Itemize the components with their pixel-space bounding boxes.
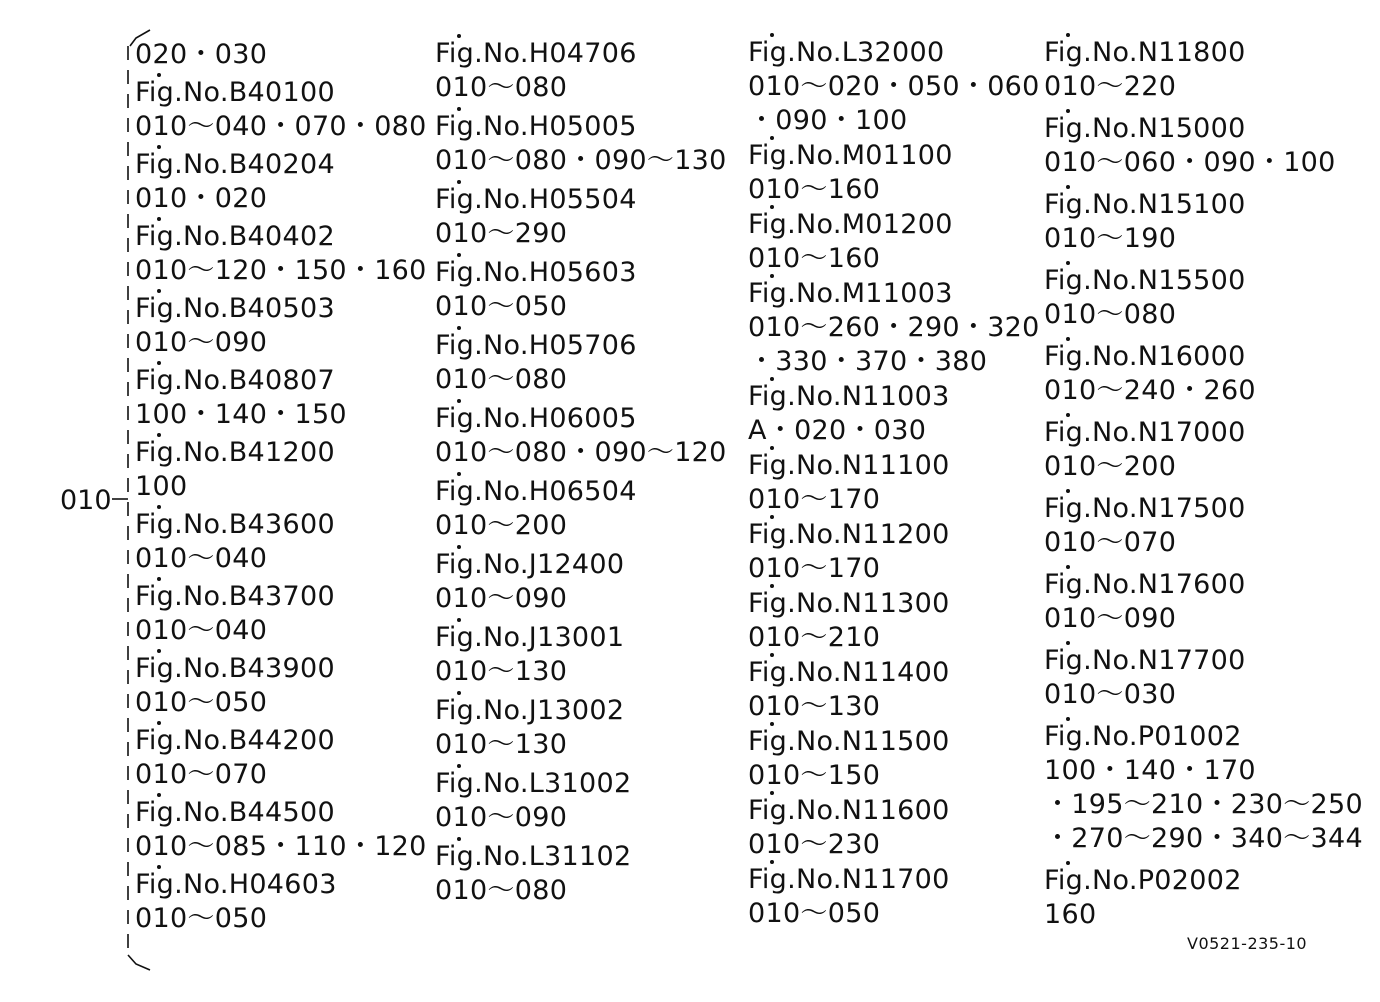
fig-number: Fig.No.B43600 bbox=[135, 508, 427, 542]
fig-entry bbox=[748, 277, 1040, 379]
fig-entry bbox=[135, 580, 427, 648]
fig-number: Fig.No.B40503 bbox=[135, 292, 427, 326]
part-range: 010～170 bbox=[748, 484, 881, 515]
part-range: 010～080・090～130 bbox=[435, 145, 727, 176]
part-range: ・195～210・230～250 bbox=[1044, 789, 1363, 820]
part-range: 010～220 bbox=[1044, 71, 1177, 102]
part-range: 010～230 bbox=[748, 829, 881, 860]
fig-entry bbox=[1044, 112, 1363, 180]
fig-number: Fig.No.N15100 bbox=[1044, 188, 1363, 222]
part-range: 010～060・090・100 bbox=[1044, 147, 1336, 178]
part-range: 010・020 bbox=[135, 183, 268, 214]
part-range: 010～240・260 bbox=[1044, 375, 1256, 406]
fig-number: Fig.No.J13001 bbox=[435, 621, 727, 655]
part-range: 020・030 bbox=[135, 39, 268, 70]
part-range: 010～080 bbox=[435, 364, 568, 395]
fig-entry bbox=[1044, 568, 1363, 636]
fig-entry bbox=[135, 364, 427, 432]
fig-number: Fig.No.B43700 bbox=[135, 580, 427, 614]
fig-number: Fig.No.N11500 bbox=[748, 725, 1040, 759]
part-range: 010～080 bbox=[1044, 299, 1177, 330]
fig-number: Fig.No.N17500 bbox=[1044, 492, 1363, 526]
fig-entry bbox=[135, 220, 427, 288]
fig-entry bbox=[1044, 188, 1363, 256]
fig-number: Fig.No.B43900 bbox=[135, 652, 427, 686]
fig-number: Fig.No.L31102 bbox=[435, 840, 727, 874]
fig-entry bbox=[748, 380, 1040, 448]
fig-entry bbox=[1044, 416, 1363, 484]
fig-number: Fig.No.N17600 bbox=[1044, 568, 1363, 602]
fig-number: Fig.No.N17000 bbox=[1044, 416, 1363, 450]
part-range: 100・140・150 bbox=[135, 399, 347, 430]
fig-entry bbox=[748, 863, 1040, 931]
part-range: 010～040・070・080 bbox=[135, 111, 427, 142]
part-range: 010～080 bbox=[435, 875, 568, 906]
fig-entry bbox=[435, 256, 727, 324]
part-range: 100・140・170 bbox=[1044, 755, 1256, 786]
part-range: 010～030 bbox=[1044, 679, 1177, 710]
fig-entry bbox=[1044, 864, 1363, 932]
fig-number: Fig.No.M01100 bbox=[748, 139, 1040, 173]
fig-entry bbox=[748, 208, 1040, 276]
fig-entry bbox=[435, 110, 727, 178]
fig-number: Fig.No.M11003 bbox=[748, 277, 1040, 311]
fig-entry bbox=[748, 518, 1040, 586]
part-range: 010～160 bbox=[748, 174, 881, 205]
part-range: 010～160 bbox=[748, 243, 881, 274]
fig-number: Fig.No.H04706 bbox=[435, 37, 727, 71]
part-range: ・270～290・340～344 bbox=[1044, 823, 1363, 854]
column-4 bbox=[1044, 36, 1363, 940]
part-range: 160 bbox=[1044, 899, 1097, 930]
fig-number: Fig.No.B40807 bbox=[135, 364, 427, 398]
part-range: 010～210 bbox=[748, 622, 881, 653]
fig-entry bbox=[1044, 264, 1363, 332]
part-range: 010～090 bbox=[1044, 603, 1177, 634]
part-range: 010～130 bbox=[435, 729, 568, 760]
part-range: 010～200 bbox=[435, 510, 568, 541]
fig-number: Fig.No.N15000 bbox=[1044, 112, 1363, 146]
column-3 bbox=[748, 36, 1040, 932]
part-range: 010～190 bbox=[1044, 223, 1177, 254]
fig-number: Fig.No.N11100 bbox=[748, 449, 1040, 483]
fig-number: Fig.No.N17700 bbox=[1044, 644, 1363, 678]
part-range: 010～080 bbox=[435, 72, 568, 103]
fig-entry bbox=[135, 436, 427, 504]
fig-number: Fig.No.H06005 bbox=[435, 402, 727, 436]
fig-number: Fig.No.B40204 bbox=[135, 148, 427, 182]
fig-number: Fig.No.L31002 bbox=[435, 767, 727, 801]
fig-number: Fig.No.H04603 bbox=[135, 868, 427, 902]
fig-entry bbox=[435, 621, 727, 689]
part-range: 010～050 bbox=[748, 898, 881, 929]
fig-entry bbox=[748, 449, 1040, 517]
fig-entry bbox=[435, 329, 727, 397]
part-range: 010～200 bbox=[1044, 451, 1177, 482]
fig-entry bbox=[435, 694, 727, 762]
fig-entry bbox=[1044, 340, 1363, 408]
part-range: 010～050 bbox=[135, 687, 268, 718]
fig-number: Fig.No.L32000 bbox=[748, 36, 1040, 70]
fig-number: Fig.No.H05005 bbox=[435, 110, 727, 144]
part-range: 010～080・090～120 bbox=[435, 437, 727, 468]
fig-number: Fig.No.H06504 bbox=[435, 475, 727, 509]
part-range: 010～040 bbox=[135, 543, 268, 574]
fig-number: Fig.No.B41200 bbox=[135, 436, 427, 470]
bracket-label: 010 bbox=[60, 485, 112, 516]
fig-entry bbox=[435, 840, 727, 908]
part-range: 010～040 bbox=[135, 615, 268, 646]
fig-number: Fig.No.B40100 bbox=[135, 76, 427, 110]
fig-number: Fig.No.J13002 bbox=[435, 694, 727, 728]
part-range: ・090・100 bbox=[748, 105, 908, 136]
fig-entry bbox=[1044, 36, 1363, 104]
fig-entry bbox=[748, 725, 1040, 793]
part-range: 010～020・050・060 bbox=[748, 71, 1040, 102]
fig-entry bbox=[748, 587, 1040, 655]
fig-entry bbox=[135, 292, 427, 360]
part-range: 010～290 bbox=[435, 218, 568, 249]
fig-number: Fig.No.N11600 bbox=[748, 794, 1040, 828]
fig-entry bbox=[135, 796, 427, 864]
document-code: V0521-235-10 bbox=[1187, 934, 1308, 953]
part-range: A・020・030 bbox=[748, 415, 927, 446]
part-range: 010～150 bbox=[748, 760, 881, 791]
fig-number: Fig.No.B40402 bbox=[135, 220, 427, 254]
part-range: 100 bbox=[135, 471, 188, 502]
fig-number: Fig.No.N16000 bbox=[1044, 340, 1363, 374]
fig-entry bbox=[435, 183, 727, 251]
fig-number: Fig.No.N11700 bbox=[748, 863, 1040, 897]
fig-entry bbox=[748, 139, 1040, 207]
column-2 bbox=[435, 37, 727, 913]
part-range: 010～130 bbox=[435, 656, 568, 687]
part-range: 010～070 bbox=[135, 759, 268, 790]
part-range: 010～130 bbox=[748, 691, 881, 722]
fig-entry bbox=[1044, 644, 1363, 712]
fig-number: Fig.No.N11003 bbox=[748, 380, 1040, 414]
part-range: 010～090 bbox=[135, 327, 268, 358]
part-range: 010～090 bbox=[435, 583, 568, 614]
part-range: 010～120・150・160 bbox=[135, 255, 427, 286]
fig-number: Fig.No.N11200 bbox=[748, 518, 1040, 552]
fig-entry bbox=[748, 656, 1040, 724]
fig-entry bbox=[135, 724, 427, 792]
fig-number: Fig.No.N11300 bbox=[748, 587, 1040, 621]
fig-number: Fig.No.P01002 bbox=[1044, 720, 1363, 754]
fig-entry bbox=[1044, 720, 1363, 856]
fig-entry bbox=[135, 508, 427, 576]
fig-number: Fig.No.J12400 bbox=[435, 548, 727, 582]
fig-entry bbox=[435, 402, 727, 470]
fig-number: Fig.No.N11400 bbox=[748, 656, 1040, 690]
fig-entry bbox=[135, 148, 427, 216]
fig-entry bbox=[135, 868, 427, 936]
fig-entry bbox=[435, 767, 727, 835]
fig-number: Fig.No.H05603 bbox=[435, 256, 727, 290]
part-range: ・330・370・380 bbox=[748, 346, 988, 377]
fig-number: Fig.No.H05504 bbox=[435, 183, 727, 217]
fig-number: Fig.No.B44200 bbox=[135, 724, 427, 758]
fig-entry bbox=[135, 38, 427, 72]
fig-number: Fig.No.N11800 bbox=[1044, 36, 1363, 70]
fig-entry bbox=[435, 548, 727, 616]
fig-entry bbox=[435, 37, 727, 105]
fig-entry bbox=[748, 794, 1040, 862]
part-range: 010～050 bbox=[435, 291, 568, 322]
part-range: 010～170 bbox=[748, 553, 881, 584]
part-range: 010～090 bbox=[435, 802, 568, 833]
part-range: 010～260・290・320 bbox=[748, 312, 1040, 343]
fig-entry bbox=[135, 76, 427, 144]
part-range: 010～050 bbox=[135, 903, 268, 934]
fig-entry bbox=[748, 36, 1040, 138]
fig-number: Fig.No.P02002 bbox=[1044, 864, 1363, 898]
fig-number: Fig.No.H05706 bbox=[435, 329, 727, 363]
fig-entry bbox=[135, 652, 427, 720]
part-range: 010～070 bbox=[1044, 527, 1177, 558]
fig-number: Fig.No.N15500 bbox=[1044, 264, 1363, 298]
part-range: 010～085・110・120 bbox=[135, 831, 427, 862]
fig-entry bbox=[435, 475, 727, 543]
fig-entry bbox=[1044, 492, 1363, 560]
fig-number: Fig.No.M01200 bbox=[748, 208, 1040, 242]
column-1 bbox=[135, 38, 427, 940]
fig-number: Fig.No.B44500 bbox=[135, 796, 427, 830]
